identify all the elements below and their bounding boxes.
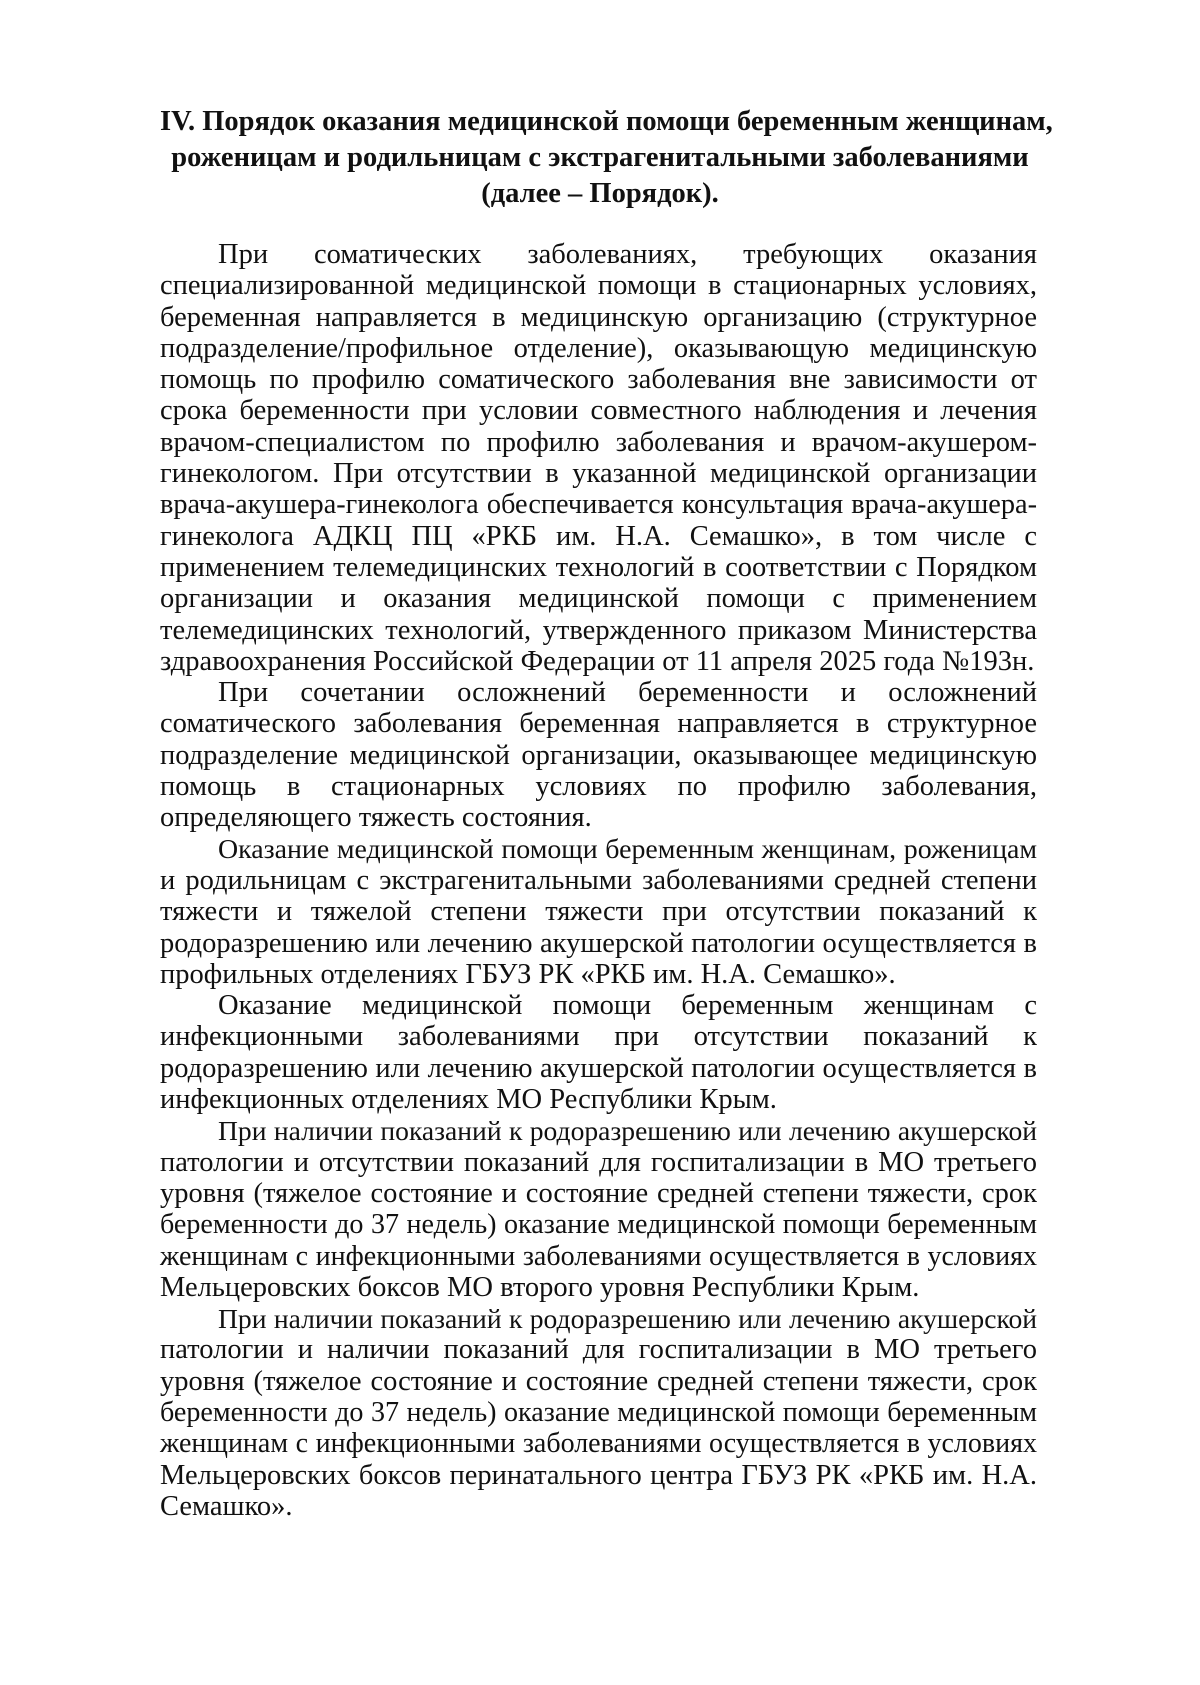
paragraph bbox=[160, 1303, 1037, 1522]
paragraph-line: Мельцеровских боксов перинатального центра ГБУЗ РК «РКБ им. Н.А. bbox=[160, 1459, 1037, 1491]
heading-line: IV. Порядок оказания медицинской помощи беременным женщинам, bbox=[160, 106, 1053, 137]
paragraph-line: беременная направляется в медицинскую организацию (структурное bbox=[160, 301, 1037, 333]
paragraph bbox=[160, 677, 1037, 833]
paragraph-line: уровня (тяжелое состояние и состояние средней степени тяжести, срок bbox=[160, 1177, 1037, 1209]
paragraph-line: женщинам с инфекционными заболеваниями осуществляется в условиях bbox=[160, 1428, 1037, 1460]
paragraph-line: помощь в стационарных условиях по профилю заболевания, bbox=[160, 771, 1037, 803]
paragraph-line: гинеколога АДКЦ ПЦ «РКБ им. Н.А. Семашко», в том числе с bbox=[160, 520, 1037, 552]
heading-line: (далее – Порядок). bbox=[481, 178, 719, 209]
paragraph-line: При соматических заболеваниях, требующих оказания bbox=[218, 239, 1037, 270]
paragraph-line: При наличии показаний к родоразрешению или лечению акушерской bbox=[218, 1303, 1037, 1335]
paragraph-line: женщинам с инфекционными заболеваниями осуществляется в условиях bbox=[160, 1240, 1037, 1272]
paragraph bbox=[160, 239, 1037, 677]
paragraph-line: патологии и отсутствии показаний для госпитализации в МО третьего bbox=[160, 1146, 1037, 1178]
paragraph-line: инфекционными заболеваниями при отсутствии показаний к bbox=[160, 1021, 1037, 1053]
paragraph-line: Семашко». bbox=[160, 1490, 293, 1522]
paragraph-line: беременности до 37 недель) оказание медицинской помощи беременным bbox=[160, 1209, 1037, 1241]
paragraph-line: Оказание медицинской помощи беременным женщинам, роженицам bbox=[218, 833, 1037, 865]
paragraph-line: срока беременности при условии совместного наблюдения и лечения bbox=[160, 395, 1037, 427]
paragraph bbox=[160, 834, 1037, 990]
section-heading bbox=[160, 104, 1053, 212]
paragraph-line: родоразрешению или лечению акушерской патологии осуществляется в bbox=[160, 927, 1037, 959]
paragraph-line: уровня (тяжелое состояние и состояние средней степени тяжести, срок bbox=[160, 1365, 1037, 1397]
heading-line: роженицам и родильницам с экстрагенитальными заболеваниями bbox=[171, 142, 1029, 173]
paragraph-line: подразделение/профильное отделение), оказывающую медицинскую bbox=[160, 332, 1037, 364]
paragraph-line: подразделение медицинской организации, оказывающее медицинскую bbox=[160, 739, 1037, 771]
paragraph bbox=[160, 990, 1037, 1115]
paragraph-line: телемедицинских технологий, утвержденного приказом Министерства bbox=[160, 614, 1037, 646]
paragraph-line: соматического заболевания беременная направляется в структурное bbox=[160, 708, 1037, 740]
paragraph-line: профильных отделениях ГБУЗ РК «РКБ им. Н.А. Семашко». bbox=[160, 958, 896, 990]
paragraph-line: тяжести и тяжелой степени тяжести при отсутствии показаний к bbox=[160, 896, 1037, 928]
paragraph-line: Оказание медицинской помощи беременным женщинам с bbox=[218, 990, 1037, 1022]
paragraph-line: инфекционных отделениях МО Республики Крым. bbox=[160, 1084, 777, 1116]
paragraph-line: врачом-специалистом по профилю заболевания и врачом-акушером- bbox=[160, 426, 1037, 458]
paragraph-line: определяющего тяжесть состояния. bbox=[160, 802, 592, 834]
document-body bbox=[160, 239, 1037, 1522]
paragraph-line: организации и оказания медицинской помощи с применением bbox=[160, 583, 1037, 615]
paragraph-line: При наличии показаний к родоразрешению или лечению акушерской bbox=[218, 1115, 1037, 1147]
paragraph-line: беременности до 37 недель) оказание медицинской помощи беременным bbox=[160, 1396, 1037, 1428]
paragraph-line: врача-акушера-гинеколога обеспечивается консультация врача-акушера- bbox=[160, 489, 1037, 521]
paragraph bbox=[160, 1115, 1037, 1303]
paragraph-line: специализированной медицинской помощи в стационарных условиях, bbox=[160, 270, 1037, 302]
paragraph-line: гинекологом. При отсутствии в указанной медицинской организации bbox=[160, 458, 1037, 490]
paragraph-line: При сочетании осложнений беременности и осложнений bbox=[218, 677, 1037, 709]
paragraph-line: и родильницам с экстрагенитальными заболеваниями средней степени bbox=[160, 864, 1037, 896]
paragraph-line: Мельцеровских боксов МО второго уровня Республики Крым. bbox=[160, 1271, 920, 1303]
paragraph-line: здравоохранения Российской Федерации от 11 апреля 2025 года №193н. bbox=[160, 645, 1035, 677]
paragraph-line: родоразрешению или лечению акушерской патологии осуществляется в bbox=[160, 1052, 1037, 1084]
paragraph-line: патологии и наличии показаний для госпитализации в МО третьего bbox=[160, 1334, 1037, 1366]
paragraph-line: применением телемедицинских технологий в соответствии с Порядком bbox=[160, 551, 1037, 583]
paragraph-line: помощь по профилю соматического заболевания вне зависимости от bbox=[160, 364, 1037, 396]
